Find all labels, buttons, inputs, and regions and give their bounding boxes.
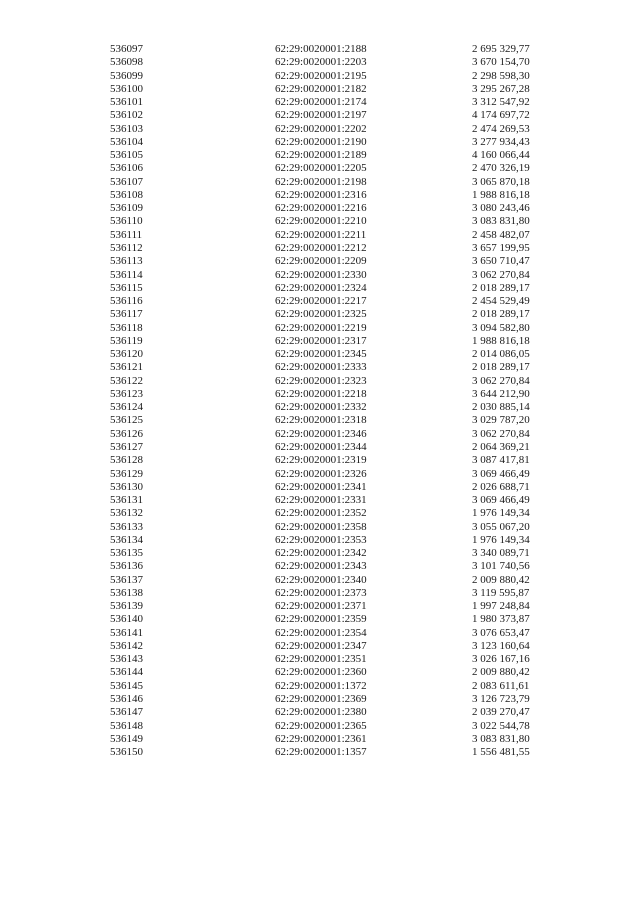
object-number: 536118 [110,321,143,334]
table-row [110,83,540,96]
cadastral-value: 1 988 816,18 [472,188,530,201]
cadastral-number: 62:29:0020001:2371 [275,600,367,613]
object-number: 536103 [110,122,143,135]
cadastral-number: 62:29:0020001:2318 [275,414,367,427]
table-row [110,202,540,215]
cadastral-number: 62:29:0020001:2189 [275,149,367,162]
cadastral-value: 3 062 270,84 [472,374,530,387]
object-number: 536111 [110,228,143,241]
cadastral-value: 2 064 369,21 [472,440,530,453]
object-number: 536133 [110,520,143,533]
cadastral-number: 62:29:0020001:2359 [275,613,367,626]
cadastral-value: 3 644 212,90 [472,387,530,400]
object-number: 536136 [110,560,143,573]
object-number: 536122 [110,374,143,387]
cadastral-value: 3 062 270,84 [472,427,530,440]
object-number: 536129 [110,467,143,480]
object-number: 536124 [110,401,143,414]
cadastral-value: 1 976 149,34 [472,507,530,520]
object-number: 536130 [110,480,143,493]
object-number: 536128 [110,454,143,467]
cadastral-number: 62:29:0020001:2216 [275,202,367,215]
object-number: 536144 [110,666,143,679]
table-row [110,653,540,666]
table-row [110,613,540,626]
cadastral-number: 62:29:0020001:2343 [275,560,367,573]
cadastral-number: 62:29:0020001:2344 [275,440,367,453]
object-number: 536126 [110,427,143,440]
object-number: 536098 [110,56,143,69]
cadastral-number: 62:29:0020001:1357 [275,746,367,759]
cadastral-number: 62:29:0020001:2347 [275,639,367,652]
table-row [110,574,540,587]
table-row [110,560,540,573]
table-row [110,388,540,401]
cadastral-number: 62:29:0020001:2324 [275,281,367,294]
cadastral-number: 62:29:0020001:2341 [275,480,367,493]
cadastral-number: 62:29:0020001:2202 [275,122,367,135]
cadastral-value: 2 030 885,14 [472,401,530,414]
cadastral-number: 62:29:0020001:2197 [275,109,367,122]
cadastral-number: 62:29:0020001:2342 [275,547,367,560]
table-row [110,176,540,189]
table-row [110,534,540,547]
object-number: 536146 [110,693,143,706]
cadastral-number: 62:29:0020001:2352 [275,507,367,520]
cadastral-number: 62:29:0020001:2317 [275,334,367,347]
table-row [110,441,540,454]
table-row [110,375,540,388]
table-row [110,162,540,175]
object-number: 536107 [110,175,143,188]
cadastral-number: 62:29:0020001:2182 [275,82,367,95]
table-row [110,401,540,414]
object-number: 536135 [110,547,143,560]
cadastral-value: 3 080 243,46 [472,202,530,215]
table-row [110,680,540,693]
cadastral-value: 2 014 086,05 [472,348,530,361]
object-number: 536127 [110,440,143,453]
object-number: 536137 [110,573,143,586]
object-number: 536132 [110,507,143,520]
cadastral-number: 62:29:0020001:2188 [275,43,367,55]
object-number: 536131 [110,494,143,507]
object-number: 536140 [110,613,143,626]
cadastral-value: 3 069 466,49 [472,494,530,507]
cadastral-number: 62:29:0020001:2332 [275,401,367,414]
cadastral-value: 3 650 710,47 [472,255,530,268]
cadastral-value: 3 295 267,28 [472,82,530,95]
cadastral-number: 62:29:0020001:2319 [275,454,367,467]
object-number: 536101 [110,96,143,109]
table-row [110,136,540,149]
cadastral-number: 62:29:0020001:2174 [275,96,367,109]
object-number: 536113 [110,255,143,268]
cadastral-number: 62:29:0020001:2361 [275,732,367,745]
object-number: 536117 [110,308,143,321]
object-number: 536148 [110,719,143,732]
object-number: 536109 [110,202,143,215]
object-number: 536143 [110,653,143,666]
cadastral-value-table [110,43,540,759]
cadastral-number: 62:29:0020001:2218 [275,387,367,400]
object-number: 536099 [110,69,143,82]
cadastral-number: 62:29:0020001:2326 [275,467,367,480]
cadastral-value: 2 018 289,17 [472,361,530,374]
table-row [110,600,540,613]
cadastral-number: 62:29:0020001:2210 [275,215,367,228]
cadastral-number: 62:29:0020001:2203 [275,56,367,69]
cadastral-number: 62:29:0020001:2217 [275,295,367,308]
table-row [110,189,540,202]
table-row [110,507,540,520]
table-row [110,706,540,719]
object-number: 536115 [110,281,143,294]
table-row [110,361,540,374]
table-row [110,56,540,69]
cadastral-number: 62:29:0020001:2345 [275,348,367,361]
object-number: 536097 [110,43,143,55]
cadastral-value: 2 470 326,19 [472,162,530,175]
table-row [110,242,540,255]
table-row [110,746,540,759]
cadastral-number: 62:29:0020001:2212 [275,241,367,254]
cadastral-number: 62:29:0020001:2354 [275,626,367,639]
object-number: 536121 [110,361,143,374]
object-number: 536150 [110,746,143,759]
cadastral-number: 62:29:0020001:2353 [275,533,367,546]
cadastral-number: 62:29:0020001:2205 [275,162,367,175]
cadastral-number: 62:29:0020001:2380 [275,706,367,719]
cadastral-number: 62:29:0020001:1372 [275,679,367,692]
cadastral-number: 62:29:0020001:2360 [275,666,367,679]
table-row [110,282,540,295]
cadastral-value: 2 458 482,07 [472,228,530,241]
table-row [110,70,540,83]
cadastral-value: 3 670 154,70 [472,56,530,69]
table-row [110,693,540,706]
cadastral-value: 3 657 199,95 [472,241,530,254]
cadastral-value: 3 026 167,16 [472,653,530,666]
object-number: 536119 [110,334,143,347]
table-row [110,255,540,268]
cadastral-value: 2 298 598,30 [472,69,530,82]
cadastral-value: 2 018 289,17 [472,308,530,321]
table-row [110,468,540,481]
table-row [110,96,540,109]
object-number: 536125 [110,414,143,427]
cadastral-number: 62:29:0020001:2211 [275,228,367,241]
cadastral-number: 62:29:0020001:2351 [275,653,367,666]
table-row [110,269,540,282]
table-row [110,308,540,321]
table-row [110,733,540,746]
cadastral-value: 2 083 611,61 [472,679,530,692]
cadastral-value: 3 340 089,71 [472,547,530,560]
cadastral-value: 3 065 870,18 [472,175,530,188]
object-number: 536114 [110,268,143,281]
cadastral-value: 3 312 547,92 [472,96,530,109]
cadastral-value: 3 087 417,81 [472,454,530,467]
cadastral-value: 3 101 740,56 [472,560,530,573]
cadastral-value: 3 094 582,80 [472,321,530,334]
object-number: 536105 [110,149,143,162]
cadastral-number: 62:29:0020001:2358 [275,520,367,533]
cadastral-number: 62:29:0020001:2195 [275,69,367,82]
table-row [110,295,540,308]
cadastral-value: 1 988 816,18 [472,334,530,347]
table-row [110,454,540,467]
table-row [110,123,540,136]
cadastral-value: 3 062 270,84 [472,268,530,281]
cadastral-number: 62:29:0020001:2330 [275,268,367,281]
cadastral-number: 62:29:0020001:2331 [275,494,367,507]
object-number: 536141 [110,626,143,639]
object-number: 536106 [110,162,143,175]
cadastral-value: 3 119 595,87 [472,586,530,599]
cadastral-value: 2 009 880,42 [472,666,530,679]
table-row [110,627,540,640]
table-row [110,229,540,242]
cadastral-number: 62:29:0020001:2325 [275,308,367,321]
table-row [110,666,540,679]
table-row [110,215,540,228]
object-number: 536102 [110,109,143,122]
cadastral-value: 2 026 688,71 [472,480,530,493]
object-number: 536112 [110,241,143,254]
cadastral-number: 62:29:0020001:2190 [275,135,367,148]
object-number: 536145 [110,679,143,692]
cadastral-value: 3 022 544,78 [472,719,530,732]
table-row [110,587,540,600]
cadastral-value: 3 126 723,79 [472,693,530,706]
object-number: 536120 [110,348,143,361]
table-row [110,494,540,507]
cadastral-number: 62:29:0020001:2373 [275,586,367,599]
object-number: 536100 [110,82,143,95]
table-row [110,414,540,427]
cadastral-value: 3 083 831,80 [472,732,530,745]
object-number: 536123 [110,387,143,400]
cadastral-number: 62:29:0020001:2369 [275,693,367,706]
cadastral-value: 3 069 466,49 [472,467,530,480]
cadastral-value: 3 055 067,20 [472,520,530,533]
table-row [110,335,540,348]
table-row [110,720,540,733]
cadastral-value: 1 980 373,87 [472,613,530,626]
object-number: 536147 [110,706,143,719]
cadastral-value: 2 009 880,42 [472,573,530,586]
cadastral-value: 3 123 160,64 [472,639,530,652]
object-number: 536138 [110,586,143,599]
cadastral-number: 62:29:0020001:2323 [275,374,367,387]
cadastral-value: 2 018 289,17 [472,281,530,294]
object-number: 536134 [110,533,143,546]
table-row [110,428,540,441]
cadastral-value: 3 076 653,47 [472,626,530,639]
cadastral-value: 4 160 066,44 [472,149,530,162]
cadastral-value: 3 029 787,20 [472,414,530,427]
table-row [110,640,540,653]
table-row [110,521,540,534]
table-row [110,43,540,56]
cadastral-value: 2 039 270,47 [472,706,530,719]
table-row [110,149,540,162]
object-number: 536139 [110,600,143,613]
cadastral-value: 2 474 269,53 [472,122,530,135]
cadastral-value: 3 083 831,80 [472,215,530,228]
cadastral-value: 2 454 529,49 [472,295,530,308]
table-row [110,481,540,494]
cadastral-number: 62:29:0020001:2219 [275,321,367,334]
table-row [110,547,540,560]
cadastral-number: 62:29:0020001:2209 [275,255,367,268]
cadastral-value: 1 556 481,55 [472,746,530,759]
cadastral-value: 3 277 934,43 [472,135,530,148]
table-row [110,322,540,335]
cadastral-value: 2 695 329,77 [472,43,530,55]
cadastral-number: 62:29:0020001:2333 [275,361,367,374]
cadastral-number: 62:29:0020001:2346 [275,427,367,440]
cadastral-value: 1 976 149,34 [472,533,530,546]
object-number: 536142 [110,639,143,652]
object-number: 536104 [110,135,143,148]
cadastral-value: 4 174 697,72 [472,109,530,122]
table-row [110,348,540,361]
cadastral-number: 62:29:0020001:2340 [275,573,367,586]
table-row [110,109,540,122]
cadastral-number: 62:29:0020001:2198 [275,175,367,188]
object-number: 536116 [110,295,143,308]
object-number: 536149 [110,732,143,745]
object-number: 536108 [110,188,143,201]
object-number: 536110 [110,215,143,228]
cadastral-number: 62:29:0020001:2316 [275,188,367,201]
cadastral-number: 62:29:0020001:2365 [275,719,367,732]
cadastral-value: 1 997 248,84 [472,600,530,613]
